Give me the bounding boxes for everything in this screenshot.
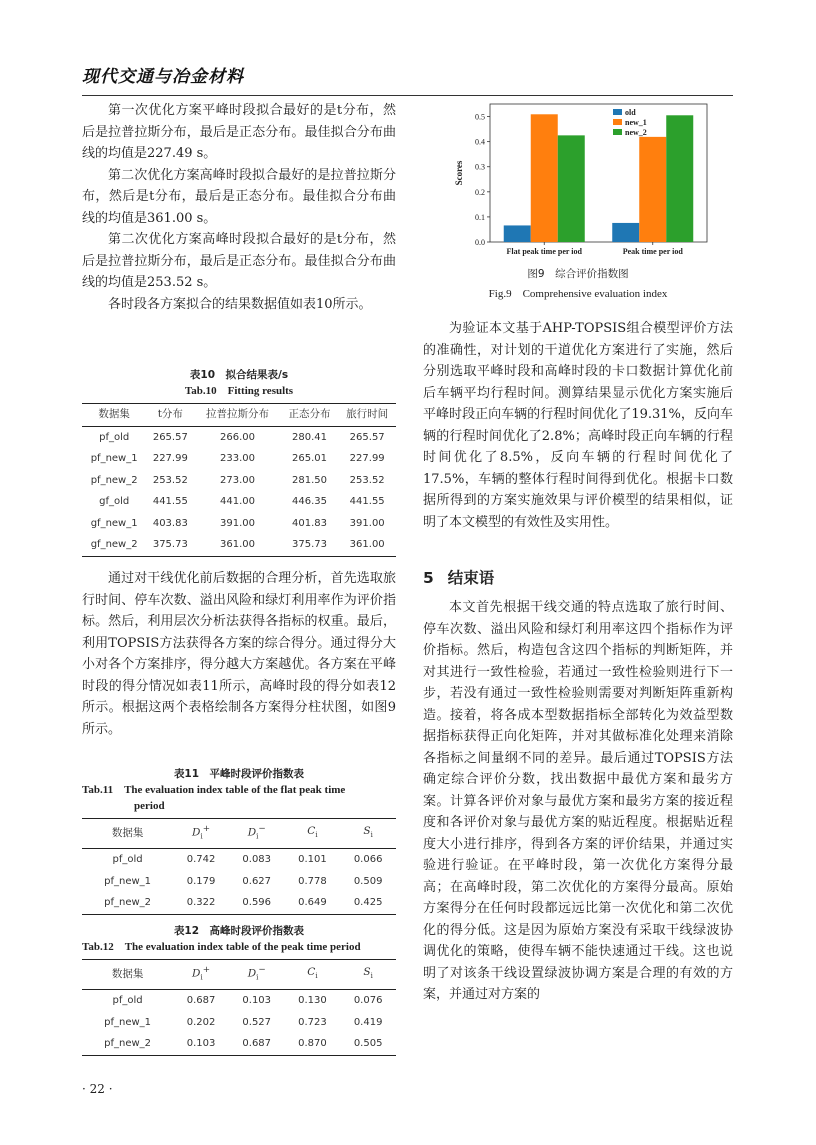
table-header: $D_i^-$ bbox=[247, 824, 266, 841]
cell: 253.52 bbox=[349, 474, 385, 486]
legend-swatch-new_1 bbox=[613, 119, 622, 125]
right-column-top bbox=[423, 318, 733, 533]
cell: 0.103 bbox=[186, 1038, 216, 1050]
cell: 227.99 bbox=[349, 453, 385, 464]
cell: 0.130 bbox=[298, 995, 327, 1007]
cell: pf_new_2 bbox=[104, 1038, 152, 1050]
cell: 0.322 bbox=[186, 897, 216, 909]
s-symbol: S bbox=[363, 824, 371, 837]
table-11 bbox=[82, 818, 396, 915]
table-11-caption-en: Tab.11 The evaluation index table of the flat peak time bbox=[82, 784, 346, 796]
paragraph: 本文首先根据干线交通的特点选取了旅行时间、停车次数、溢出风险和绿灯利用率这四个指标作为评价指标。然后，构造包含这四个指标的判断矩阵，并对其进行一致性检验，若通过一致性检验则进行下一步，若没有通过一致性检验则需要对判断矩阵重新构造。接着，将各成本型数据指标全部转化为效益型数据指标获得正向化矩阵，并对其做标准化处理来消除各指标之间量纲不同的差异。最后通过TOPSIS方法确定综合评价分数，找出数据中最优方案和最劣方案。计算各评价对象与最优方案和最劣方案的接近程度和各评价对象与最优方案的贴近程度。根据贴近程度大小进行排序，得到各方案的评价结果，并通过实验进行验证。在平峰时段，第一次优化方案得分最高；在高峰时段，第二次优化的方案得分最高。原始方案得分在任何时段都远远比第一次优化和第二次优化的得分低。这是因为原始方案没有采取干线绿波协调优化的策略，使得车辆不能快速通过干线。这也说明了对该条干线设置绿波协调方案是合理的有效的方案，并通过对方案的 bbox=[423, 600, 733, 1002]
c-symbol: C bbox=[307, 965, 316, 978]
table-header: t分布 bbox=[157, 408, 183, 420]
table-10-caption-cn: 表10 拟合结果表/s bbox=[189, 369, 289, 381]
bar-new_2 bbox=[558, 135, 585, 242]
cell: 265.01 bbox=[292, 453, 328, 464]
cell: 441.00 bbox=[220, 496, 256, 507]
table-row bbox=[82, 491, 396, 513]
table-12 bbox=[82, 959, 396, 1056]
cell: pf_old bbox=[112, 995, 143, 1007]
c-symbol: C bbox=[307, 824, 316, 837]
cell: 253.52 bbox=[152, 474, 188, 486]
y-tick-label: 0.5 bbox=[475, 112, 485, 122]
cell: 375.73 bbox=[152, 539, 188, 550]
cell: 0.723 bbox=[298, 1016, 327, 1028]
cell: pf_old bbox=[112, 854, 143, 866]
table-header: 数据集 bbox=[111, 826, 144, 839]
paragraph: 第一次优化方案平峰时段拟合最好的是t分布，然后是拉普拉斯分布，最后是正态分布。最佳拟合分布曲线的均值是227.49 s。 bbox=[82, 103, 396, 161]
right-column-bottom bbox=[423, 597, 733, 1006]
section-heading bbox=[423, 566, 494, 588]
cell: 0.066 bbox=[353, 854, 383, 866]
table-10-caption-en: Tab.10 Fitting results bbox=[184, 385, 294, 397]
cell: 375.73 bbox=[292, 539, 328, 550]
cell: 441.55 bbox=[152, 496, 188, 507]
legend-swatch-old bbox=[613, 109, 622, 115]
paragraph: 第二次优化方案高峰时段拟合最好的是拉普拉斯分布，然后是t分布，最后是正态分布。最佳拟合分布曲线的均值是361.00 s。 bbox=[82, 167, 396, 226]
left-column-mid bbox=[82, 568, 396, 740]
cell: 361.00 bbox=[220, 539, 256, 550]
cell: 0.505 bbox=[353, 1038, 383, 1050]
cell: 0.742 bbox=[186, 854, 216, 866]
s-symbol: S bbox=[363, 965, 371, 978]
cell: pf_new_2 bbox=[104, 897, 152, 909]
table-12-block bbox=[82, 923, 396, 1056]
paragraph: 第二次优化方案高峰时段拟合最好的是t分布，然后是拉普拉斯分布，最后是正态分布。最佳拟合分布曲线的均值是253.52 s。 bbox=[82, 232, 396, 290]
d-minus-symbol: D bbox=[247, 826, 257, 839]
table-header: $S_i$ bbox=[363, 965, 373, 980]
cell: pf_new_1 bbox=[104, 1016, 152, 1028]
cell: 265.57 bbox=[349, 431, 385, 443]
cell: 273.00 bbox=[220, 474, 256, 486]
cell: 0.596 bbox=[242, 897, 272, 909]
bar-new_1 bbox=[531, 114, 558, 242]
cell: 266.00 bbox=[220, 431, 256, 443]
cell: pf_new_2 bbox=[90, 474, 138, 486]
cell: 280.41 bbox=[292, 431, 328, 443]
cell: 0.076 bbox=[353, 995, 383, 1007]
paragraph: 通过对干线优化前后数据的合理分析，首先选取旅行时间、停车次数、溢出风险和绿灯利用率作为评价指标。然后，利用层次分析法获得各指标的权重。最后，利用TOPSIS方法获得各方案的综合得分。通过得分大小对各个方案排序，得分越大方案越优。各方案在平峰时段的得分情况如表11所示，高峰时段的得分如表12所示。根据这两个表格绘制各方案得分柱状图，如图9所示。 bbox=[82, 571, 396, 737]
cell: 0.202 bbox=[186, 1016, 216, 1028]
figure-caption-cn: 图9 综合评价指数图 bbox=[527, 268, 629, 280]
table-row bbox=[82, 871, 396, 893]
cell: pf_new_1 bbox=[90, 453, 138, 464]
cell: 0.649 bbox=[298, 897, 327, 909]
x-tick-label: Peak time per iod bbox=[622, 247, 683, 256]
table-header: 拉普拉斯分布 bbox=[206, 408, 270, 420]
cell: 0.103 bbox=[242, 995, 272, 1007]
cell: 0.687 bbox=[186, 995, 216, 1007]
table-row bbox=[82, 448, 396, 470]
x-tick-label: Flat peak time per iod bbox=[506, 247, 582, 256]
paragraph: 各时段各方案拟合的结果数据值如表10所示。 bbox=[108, 296, 372, 312]
bar-old bbox=[504, 225, 531, 242]
section-number: 5 bbox=[423, 569, 434, 587]
table-12-caption-cn: 表12 高峰时段评价指数表 bbox=[173, 925, 305, 937]
paragraph: 为验证本文基于AHP-TOPSIS组合模型评价方法的准确性，对计划的干道优化方案进行了实施，然后分别选取平峰时段和高峰时段的卡口数据计算优化前后车辆平均行程时间。测算结果显示优化方案实施后平峰时段正向车辆的行程时间优化了19.31%，反向车辆的行程时间优化了2.8%；高峰时段正向车辆的行程时间优化了8.5%，反向车辆的行程时间优化了17.5%，车辆的整体行程时间得到优化。根据卡口数据所得到的方案实施效果与评价模型的结果相似，证明了本文模型的有效性及实用性。 bbox=[423, 321, 733, 530]
table-header: $C_i$ bbox=[307, 965, 318, 980]
table-10-block bbox=[82, 367, 396, 557]
cell: 0.179 bbox=[186, 875, 216, 887]
cell: 0.527 bbox=[242, 1016, 272, 1028]
legend-swatch-new_2 bbox=[613, 129, 622, 135]
figure-caption-en: Fig.9 Comprehensive evaluation index bbox=[488, 288, 668, 300]
cell: 446.35 bbox=[292, 496, 328, 507]
table-row bbox=[82, 1012, 396, 1034]
cell: 0.425 bbox=[353, 897, 383, 909]
cell: 0.509 bbox=[353, 875, 383, 887]
cell: gf_new_2 bbox=[90, 539, 138, 550]
d-plus-symbol: D bbox=[192, 826, 201, 839]
cell: 391.00 bbox=[220, 517, 256, 529]
d-plus-symbol: D bbox=[192, 967, 201, 980]
y-tick-label: 0.0 bbox=[475, 238, 485, 247]
table-row bbox=[82, 513, 396, 535]
cell: 227.99 bbox=[152, 453, 188, 464]
table-12-caption-en: Tab.12 The evaluation index table of the peak time period bbox=[82, 941, 361, 953]
table-row bbox=[82, 534, 396, 556]
table-11-caption-cn: 表11 平峰时段评价指数表 bbox=[173, 768, 305, 780]
cell: 361.00 bbox=[349, 539, 385, 550]
table-header: $D_i^-$ bbox=[247, 965, 266, 982]
y-axis-label: Scores bbox=[454, 160, 464, 186]
legend-label: new_1 bbox=[625, 118, 647, 127]
d-minus-symbol: D bbox=[247, 967, 257, 980]
cell: 233.00 bbox=[220, 453, 256, 464]
cell: 0.778 bbox=[298, 875, 327, 887]
legend-label: new_2 bbox=[625, 128, 647, 137]
cell: pf_old bbox=[99, 431, 130, 443]
table-header: 旅行时间 bbox=[346, 408, 389, 420]
table-header: 数据集 bbox=[111, 967, 144, 980]
cell: 441.55 bbox=[349, 496, 385, 507]
table-row bbox=[82, 1033, 396, 1055]
cell: 0.419 bbox=[353, 1016, 383, 1028]
table-11-block bbox=[82, 766, 396, 915]
table-header: 正态分布 bbox=[288, 408, 331, 420]
cell: 0.083 bbox=[242, 854, 272, 866]
y-tick-label: 0.3 bbox=[475, 162, 485, 172]
bar-chart bbox=[452, 100, 712, 265]
left-column bbox=[82, 100, 396, 315]
cell: 265.57 bbox=[152, 431, 188, 443]
table-header: $S_i$ bbox=[363, 824, 373, 839]
cell: 281.50 bbox=[292, 474, 328, 486]
cell: gf_new_1 bbox=[90, 517, 138, 529]
table-10 bbox=[82, 403, 396, 557]
y-tick-label: 0.4 bbox=[475, 137, 485, 147]
cell: 0.687 bbox=[242, 1038, 272, 1050]
table-row bbox=[82, 892, 396, 914]
y-tick-label: 0.1 bbox=[475, 212, 485, 222]
section-title: 结束语 bbox=[447, 569, 495, 587]
table-row bbox=[82, 426, 396, 448]
cell: pf_new_1 bbox=[104, 875, 152, 887]
page-number: · 22 · bbox=[82, 1082, 113, 1096]
table-header: $D_i^+$ bbox=[192, 965, 211, 982]
journal-logo: 现代交通与冶金材料 bbox=[82, 67, 244, 87]
cell: 403.83 bbox=[152, 517, 188, 529]
table-11-caption-en-cont: period bbox=[134, 800, 165, 812]
cell: 401.83 bbox=[292, 517, 328, 529]
table-row bbox=[82, 849, 396, 871]
header-rule bbox=[82, 95, 733, 96]
cell: gf_old bbox=[99, 496, 130, 507]
table-header: 数据集 bbox=[98, 408, 130, 420]
table-row bbox=[82, 990, 396, 1012]
table-row bbox=[82, 470, 396, 492]
bar-new_2 bbox=[666, 115, 693, 242]
y-tick-label: 0.2 bbox=[475, 187, 485, 197]
legend-label: old bbox=[625, 108, 636, 117]
table-header: $C_i$ bbox=[307, 824, 318, 839]
cell: 0.627 bbox=[242, 875, 272, 887]
cell: 0.870 bbox=[298, 1038, 327, 1050]
cell: 391.00 bbox=[349, 517, 385, 529]
bar-old bbox=[612, 223, 639, 242]
cell: 0.101 bbox=[298, 854, 327, 866]
bar-new_1 bbox=[639, 137, 666, 242]
table-header: $D_i^+$ bbox=[192, 824, 211, 841]
